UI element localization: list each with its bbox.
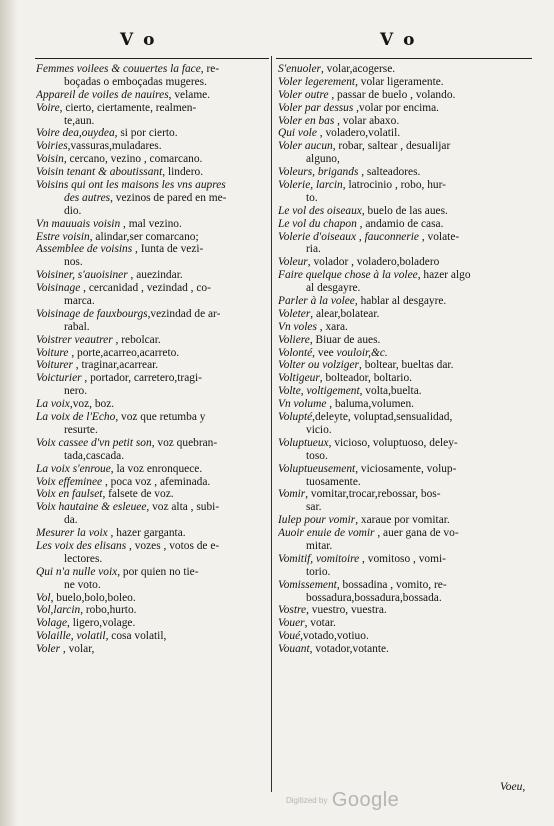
headword: Qui n'a nulle voix	[36, 565, 118, 578]
headword: Voire	[36, 101, 60, 114]
dictionary-entry-line	[278, 450, 534, 463]
headword: Voire dea,ouydea	[36, 127, 115, 140]
dictionary-entry-line	[36, 527, 268, 540]
translation: , vozes , votos de e-	[126, 539, 220, 552]
dictionary-entry-line	[36, 579, 268, 592]
headword: Voleurs, brigands	[278, 166, 359, 179]
dictionary-entry-line	[36, 501, 268, 514]
headword: Voicturier	[36, 372, 82, 385]
dictionary-entry-line	[278, 437, 534, 450]
headword: Vol	[36, 591, 51, 604]
translation: , cercano, vezino , comarcano.	[63, 153, 203, 166]
translation: , volate-	[419, 230, 460, 243]
headword: Voisinage de fauxbourgs	[36, 307, 148, 320]
translation: , la voz enronquece.	[110, 462, 203, 475]
dictionary-entry-line	[36, 140, 268, 153]
dictionary-entry-line	[36, 424, 268, 437]
translation: to.	[306, 191, 318, 204]
headword: Voix hautaine & esleuee	[36, 501, 147, 514]
headword: Vomissement	[278, 578, 337, 591]
dictionary-entry-line	[36, 450, 268, 463]
dictionary-entry-line	[36, 63, 268, 76]
headword: Voistrer veautrer	[36, 333, 113, 346]
page-gutter-shadow	[0, 0, 18, 826]
dictionary-entry-line	[278, 89, 534, 102]
running-header-right: V o	[380, 30, 417, 50]
google-logo: Google	[331, 789, 400, 811]
headword: Vomitif, vomitoire	[278, 552, 360, 565]
translation: tuosamente.	[306, 475, 361, 488]
headword: Voler	[36, 643, 61, 656]
dictionary-entry-line	[278, 424, 534, 437]
dictionary-entry-line	[36, 231, 268, 244]
translation: ,votado,votiuo.	[300, 630, 369, 643]
translation: ,voz, boz.	[69, 398, 115, 411]
dictionary-entry-line	[278, 643, 534, 656]
dictionary-entry-line	[278, 256, 534, 269]
dictionary-entry-line	[36, 334, 268, 347]
translation: nero.	[64, 385, 88, 398]
translation: , baluma,volumen.	[326, 398, 415, 411]
translation: , voz alta , subi-	[146, 501, 220, 514]
headword: Le vol des oiseaux	[278, 204, 362, 217]
translation: , re-	[200, 63, 220, 75]
headword: Voiries	[36, 140, 68, 153]
headword: S'enuoler	[278, 63, 321, 75]
headword: Volter ou volziger	[278, 359, 359, 372]
dictionary-entry-line	[278, 282, 534, 295]
translation: , vee	[312, 346, 337, 359]
dictionary-entry-line	[36, 102, 268, 115]
translation: ,vassuras,muladares.	[67, 140, 162, 153]
translation: , traginar,acarrear.	[72, 359, 159, 372]
digitized-watermark	[286, 789, 399, 812]
dictionary-entry-line	[36, 566, 268, 579]
dictionary-entry-line	[36, 153, 268, 166]
dictionary-entry-line	[278, 102, 534, 115]
translation: , volta,buelta.	[359, 385, 422, 398]
dictionary-entry-line	[278, 63, 534, 76]
translation: , latrocinio , robo, hur-	[342, 179, 446, 192]
translation: , velame.	[168, 88, 211, 101]
translation: , boltear, bueltas dar.	[359, 359, 454, 372]
translation: , si por cierto.	[114, 127, 178, 140]
dictionary-entry-line	[278, 295, 534, 308]
translation: , portador, carretero,tragi-	[81, 372, 202, 385]
dictionary-entry-line	[278, 385, 534, 398]
translation: , cierto, ciertamente, realmen-	[59, 101, 197, 114]
column-divider	[271, 56, 272, 792]
headword: Voisins qui ont les maisons les vns aupres	[36, 179, 226, 192]
dictionary-entry-line	[278, 218, 534, 231]
headword: Vouer	[278, 617, 305, 630]
dictionary-entry-line	[278, 76, 534, 89]
dictionary-entry-line	[36, 166, 268, 179]
translation: da.	[64, 514, 78, 527]
translation: , mal vezino.	[120, 217, 182, 230]
dictionary-entry-line	[278, 269, 534, 282]
translation: ria.	[306, 243, 321, 256]
dictionary-entry-line	[278, 372, 534, 385]
dictionary-entry-line	[36, 630, 268, 643]
dictionary-entry-line	[36, 295, 268, 308]
dictionary-entry-line	[278, 488, 534, 501]
translation: , auezindar.	[127, 269, 183, 282]
dictionary-entry-line	[278, 592, 534, 605]
dictionary-entry-line	[36, 76, 268, 89]
headword: Femmes voilees & couuertes la face	[36, 63, 201, 75]
dictionary-entry-line	[36, 243, 268, 256]
headword: Voluptueusement	[278, 462, 356, 475]
dictionary-entry-line	[36, 282, 268, 295]
translation: , voz que retumba y	[115, 411, 206, 424]
translation: al desgayre.	[306, 282, 361, 295]
translation: lectores.	[64, 552, 103, 565]
translation: , auer gana de vo-	[374, 527, 459, 540]
headword: Volerie d'oiseaux , fauconnerie	[278, 230, 419, 243]
headword: Qui vole	[278, 127, 317, 140]
dictionary-entry-line	[36, 192, 268, 205]
translation: , vicioso, voluptuoso, deley-	[328, 436, 458, 449]
dictionary-entry-line	[36, 643, 268, 656]
dictionary-entry-line	[278, 140, 534, 153]
dictionary-entry-line	[36, 463, 268, 476]
headword: Volupté	[278, 411, 313, 424]
headword: Vn mauuais voisin	[36, 217, 121, 230]
translation: rabal.	[64, 320, 90, 333]
headword: Voisin tenant & aboutissant	[36, 166, 163, 179]
headword: Voler en bas	[278, 114, 335, 127]
translation: , volar,	[60, 643, 95, 656]
dictionary-entry-line	[278, 398, 534, 411]
headword: Voisiner, s'auoisiner	[36, 269, 128, 282]
headword: Volte, voltigement	[278, 385, 360, 398]
dictionary-entry-line	[278, 617, 534, 630]
headword: Voliere	[278, 333, 310, 346]
translation: , votador,votante.	[309, 643, 389, 656]
translation: , porte,acarreo,acarreto.	[68, 346, 180, 359]
dictionary-entry-line	[36, 115, 268, 128]
headword: Voler outre	[278, 88, 329, 101]
translation: , por quien no tie-	[117, 565, 199, 578]
translation: ,vezindad de ar-	[147, 307, 221, 320]
dictionary-entry-line	[278, 205, 534, 218]
headword: des autres	[64, 191, 111, 204]
translation: , hazer garganta.	[107, 527, 186, 540]
dictionary-entry-line	[36, 604, 268, 617]
translation: ne voto.	[64, 578, 101, 591]
dictionary-entry-line	[36, 372, 268, 385]
headword: Vomir	[278, 488, 306, 501]
translation: ,deleyte, voluptad,sensualidad,	[312, 411, 453, 424]
dictionary-entry-line	[278, 127, 534, 140]
headword: Appareil de voiles de nauires	[36, 88, 169, 101]
catchword: Voeu,	[500, 781, 526, 793]
header-rule-left	[35, 58, 269, 59]
dictionary-entry-line	[36, 592, 268, 605]
dictionary-entry-line	[278, 579, 534, 592]
headword: Voler par dessus	[278, 101, 354, 114]
translation: resurte.	[64, 423, 98, 436]
translation: , vezinos de pared en me-	[110, 191, 227, 204]
translation: , viciosamente, volup-	[355, 462, 457, 475]
headword: Estre voisin	[36, 230, 90, 243]
headword: Voltigeur	[278, 372, 320, 385]
dictionary-entry-line	[36, 514, 268, 527]
dictionary-entry-line	[278, 553, 534, 566]
dictionary-entry-line	[278, 192, 534, 205]
dictionary-entry-line	[278, 514, 534, 527]
headword: La voix	[36, 398, 70, 411]
translation: , volar abaxo.	[334, 114, 400, 127]
translation: , voz quebran-	[151, 436, 218, 449]
dictionary-entry-line	[36, 476, 268, 489]
dictionary-entry-line	[36, 269, 268, 282]
translation: , buelo,bolo,boleo.	[50, 591, 136, 604]
headword: Volonté	[278, 346, 313, 359]
translation: , cercanidad , vezindad , co-	[80, 282, 211, 295]
headword: Auoir enuie de vomir	[278, 527, 375, 540]
translation: , bolteador, boltario.	[319, 372, 412, 385]
headword: Voler aucun	[278, 140, 333, 153]
translation: , volar,acogerse.	[320, 63, 396, 75]
translation: dio.	[64, 204, 82, 217]
dictionary-entry-line	[278, 231, 534, 244]
dictionary-entry-line	[36, 385, 268, 398]
translation: , xara.	[316, 320, 348, 333]
translation: , robar, saltear , desualijar	[332, 140, 451, 153]
headword: Vol,larcin	[36, 604, 81, 617]
dictionary-entry-line	[278, 153, 534, 166]
headword: Voluptueux	[278, 436, 329, 449]
headword: Le vol du chapon	[278, 217, 357, 230]
dictionary-entry-line	[36, 218, 268, 231]
translation: , passar de buelo , volando.	[328, 88, 456, 101]
translation: alguno,	[306, 153, 340, 166]
translation: , alindar,ser comarcano;	[89, 230, 199, 243]
translation: , vomitoso , vomi-	[359, 552, 446, 565]
dictionary-entry-line	[278, 166, 534, 179]
headword: La voix s'enroue	[36, 462, 111, 475]
dictionary-entry-line	[278, 630, 534, 643]
headword: Vostre	[278, 604, 307, 617]
translation: ,volar por encima.	[353, 101, 440, 114]
dictionary-entry-line	[278, 501, 534, 514]
dictionary-entry-line	[36, 540, 268, 553]
dictionary-entry-line	[36, 347, 268, 360]
dictionary-entry-line	[278, 321, 534, 334]
dictionary-entry-line	[36, 359, 268, 372]
headword: Voué	[278, 630, 301, 643]
translation: , robo,hurto.	[80, 604, 137, 617]
translation: , hazer algo	[417, 269, 471, 282]
dictionary-entry-line	[278, 115, 534, 128]
translation: , buelo de las aues.	[361, 204, 448, 217]
headword: Voler legerement	[278, 75, 356, 88]
headword: Voisinage	[36, 282, 81, 295]
translation: nos.	[64, 256, 83, 269]
dictionary-entry-line	[278, 243, 534, 256]
headword: Parler à la volee	[278, 295, 355, 308]
dictionary-entry-line	[36, 553, 268, 566]
translation: vicio.	[306, 423, 332, 436]
dictionary-entry-line	[278, 359, 534, 372]
translation: tada,cascada.	[64, 449, 125, 462]
headword: Vn volume	[278, 398, 327, 411]
translation: , ligero,volage.	[67, 617, 136, 630]
dictionary-entry-line	[278, 308, 534, 321]
translation: , votar.	[304, 617, 336, 630]
translation: , salteadores.	[358, 166, 421, 179]
translation: , alear,bolatear.	[310, 307, 380, 320]
dictionary-entry-line	[278, 179, 534, 192]
header-rule-right	[276, 58, 532, 59]
headword: Vn voles	[278, 320, 317, 333]
translation: , andamio de casa.	[356, 217, 444, 230]
headword: Voix effeminee	[36, 475, 103, 488]
dictionary-entry-line	[278, 540, 534, 553]
dictionary-entry-line	[278, 566, 534, 579]
translation: , vuestro, vuestra.	[306, 604, 387, 617]
headword: Voleur	[278, 256, 308, 269]
dictionary-entry-line	[36, 617, 268, 630]
dictionary-entry-line	[278, 604, 534, 617]
translation: bossadura,bossadura,bossada.	[306, 591, 442, 604]
translation: te,aun.	[64, 114, 95, 127]
translation: , cosa volatil,	[105, 630, 167, 643]
translation: mitar.	[306, 539, 333, 552]
translation: boçadas o emboçadas mugeres.	[64, 75, 207, 88]
translation: , volar ligeramente.	[355, 75, 444, 88]
dictionary-column-left	[36, 63, 268, 656]
translation: , xaraue por vomitar.	[355, 514, 450, 527]
dictionary-entry-line	[36, 205, 268, 218]
dictionary-entry-line	[36, 256, 268, 269]
translation: , poca voz , afeminada.	[102, 475, 211, 488]
translation: , lindero.	[162, 166, 204, 179]
dictionary-entry-line	[36, 89, 268, 102]
translation: torio.	[306, 565, 331, 578]
headword: Voix cassee d'vn petit son	[36, 436, 152, 449]
headword: Faire quelque chose à la volee	[278, 269, 418, 282]
translation: , voladero,volatil.	[316, 127, 401, 140]
dictionary-column-right	[278, 63, 534, 656]
running-header-left: V o	[120, 30, 157, 50]
headword: La voix de l'Echo	[36, 411, 116, 424]
headword: Volage	[36, 617, 68, 630]
headword: Assemblee de voisins	[36, 243, 133, 256]
translation: , Biuar de aues.	[309, 333, 381, 346]
translation: , volador , voladero,boladero	[307, 256, 440, 269]
headword: Mesurer la voix	[36, 527, 108, 540]
headword: Voiture	[36, 346, 69, 359]
dictionary-entry-line	[278, 527, 534, 540]
watermark-prefix: Digitized by	[286, 796, 328, 805]
dictionary-entry-line	[36, 321, 268, 334]
dictionary-entry-line	[278, 476, 534, 489]
dictionary-entry-line	[36, 127, 268, 140]
headword: Voisin	[36, 153, 64, 166]
dictionary-entry-line	[278, 411, 534, 424]
headword: Vouant	[278, 643, 310, 656]
dictionary-entry-line	[36, 411, 268, 424]
dictionary-entry-line	[278, 463, 534, 476]
dictionary-entry-line	[278, 334, 534, 347]
headword: Voiturer	[36, 359, 73, 372]
cross-reference: vouloir,&c.	[336, 346, 388, 359]
translation: , bossadina , vomito, re-	[336, 578, 447, 591]
translation: , hablar al desgayre.	[354, 295, 447, 308]
headword: Iulep pour vomir	[278, 514, 356, 527]
translation: , rebolcar.	[112, 333, 161, 346]
dictionary-entry-line	[36, 437, 268, 450]
translation: toso.	[306, 449, 328, 462]
translation: sar.	[306, 501, 322, 514]
dictionary-entry-line	[36, 179, 268, 192]
dictionary-entry-line	[36, 398, 268, 411]
headword: Volerie, larcin	[278, 179, 343, 192]
translation: , falsete de voz.	[102, 488, 174, 501]
dictionary-entry-line	[36, 488, 268, 501]
headword: Les voix des elisans	[36, 539, 127, 552]
dictionary-entry-line	[36, 308, 268, 321]
headword: Voix en faulset	[36, 488, 103, 501]
headword: Volaille, volatil	[36, 630, 106, 643]
translation: marca.	[64, 295, 95, 308]
headword: Voleter	[278, 307, 311, 320]
dictionary-entry-line	[278, 347, 534, 360]
translation: , Iunta de vezi-	[132, 243, 204, 256]
translation: , vomitar,trocar,rebossar, bos-	[305, 488, 441, 501]
